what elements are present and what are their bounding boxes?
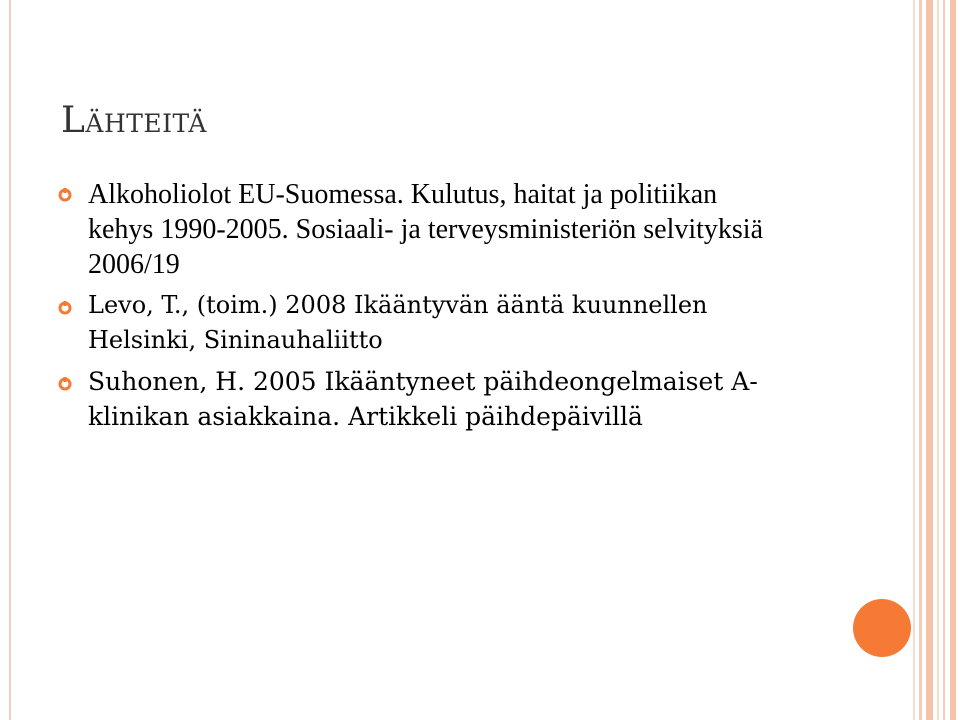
ring-bullet-icon: [58, 377, 72, 391]
accent-circle: [853, 599, 911, 657]
bullet-list: [58, 177, 778, 440]
stripe: [943, 0, 945, 720]
ring-bullet-icon: [58, 188, 72, 202]
list-item: [58, 364, 778, 434]
stripe: [919, 0, 922, 720]
stripe: [950, 0, 956, 720]
list-item: [58, 177, 778, 282]
bullet-text: Levo, T., (toim.) 2008 Ikääntyvän ääntä kuunnellen Helsinki, Sininauhaliitto: [88, 291, 708, 354]
stripe: [913, 0, 915, 720]
bullet-text: Alkoholiolot EU-Suomessa. Kulutus, haitat ja politiikan kehys 1990-2005. Sosiaali- ja terveysministeriön selvityksiä 2006/19: [88, 179, 764, 280]
stripe: [937, 0, 939, 720]
list-item: [58, 288, 778, 358]
ring-bullet-icon: [58, 301, 72, 315]
slide-title: Lähteitä: [61, 100, 207, 141]
bullet-text: Suhonen, H. 2005 Ikääntyneet päihdeongelmaiset A-klinikan asiakkaina. Artikkeli päihdepäivillä: [88, 367, 758, 431]
left-frame-line: [9, 0, 11, 720]
stripe: [926, 0, 933, 720]
right-decorative-stripes: [910, 0, 960, 720]
